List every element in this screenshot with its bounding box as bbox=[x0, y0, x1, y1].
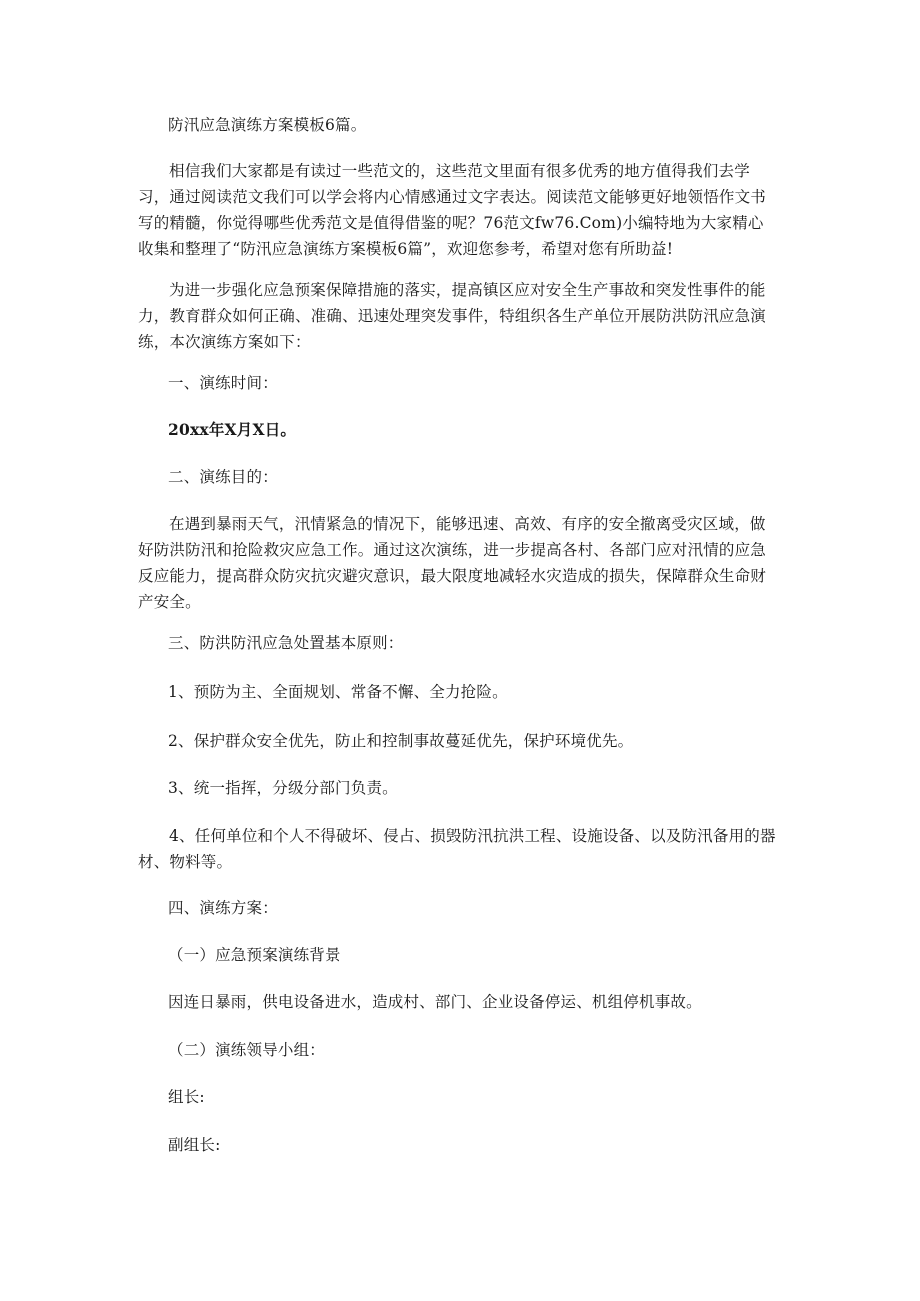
background-body: 因连日暴雨，供电设备进水，造成村、部门、企业设备停运、机组停机事故。 bbox=[168, 993, 702, 1011]
purpose-body: 在遇到暴雨天气，汛情紧急的情况下，能够迅速、高效、有序的安全撤离受灾区域，做好防洪防汛和抢险救灾应急工作。通过这次演练，进一步提高各村、各部门应对汛情的应急反应能力，提高群众防灾抗灾避灾意识，最大限度地减轻水灾造成的损失，保障群众生命财产安全。 bbox=[138, 515, 767, 611]
subsection-heading-leadership: （二）演练领导小组： bbox=[168, 1041, 326, 1059]
section-heading-purpose: 二、演练目的： bbox=[168, 468, 278, 486]
subsection-heading-background: （一）应急预案演练背景 bbox=[168, 946, 341, 964]
purpose-paragraph: 为进一步强化应急预案保障措施的落实，提高镇区应对安全生产事故和突发性事件的能力，教育群众如何正确、准确、迅速处理突发事件，特组织各生产单位开展防洪防汛应急演练，本次演练方案如下： bbox=[138, 281, 767, 351]
leader-label: 组长: bbox=[168, 1088, 205, 1106]
principle-item: 2、保护群众安全优先，防止和控制事故蔓延优先，保护环境优先。 bbox=[168, 732, 634, 750]
section-heading-principles: 三、防洪防汛应急处置基本原则： bbox=[168, 634, 404, 652]
document-title: 防汛应急演练方案模板6篇。 bbox=[168, 116, 367, 134]
drill-date: 20xx年X月X日。 bbox=[168, 420, 297, 439]
intro-paragraph: 相信我们大家都是有读过一些范文的，这些范文里面有很多优秀的地方值得我们去学习，通过阅读范文我们可以学会将内心情感通过文字表达。阅读范文能够更好地领悟作文书写的精髓，你觉得哪些优秀范文是值得借鉴的呢？76范文fw76.Com)小编特地为大家精心收集和整理了“防汛应急演练方案模板6篇”，欢迎您参考，希望对您有所助益! bbox=[138, 162, 767, 258]
principle-item: 4、任何单位和个人不得破坏、侵占、损毁防汛抗洪工程、设施设备、以及防汛备用的器材、物料等。 bbox=[138, 827, 776, 871]
section-heading-time: 一、演练时间： bbox=[168, 374, 278, 392]
principle-item: 1、预防为主、全面规划、常备不懈、全力抢险。 bbox=[168, 683, 508, 701]
section-heading-plan: 四、演练方案： bbox=[168, 899, 278, 917]
principle-item: 3、统一指挥，分级分部门负责。 bbox=[168, 779, 398, 797]
deputy-leader-label: 副组长: bbox=[168, 1136, 221, 1154]
